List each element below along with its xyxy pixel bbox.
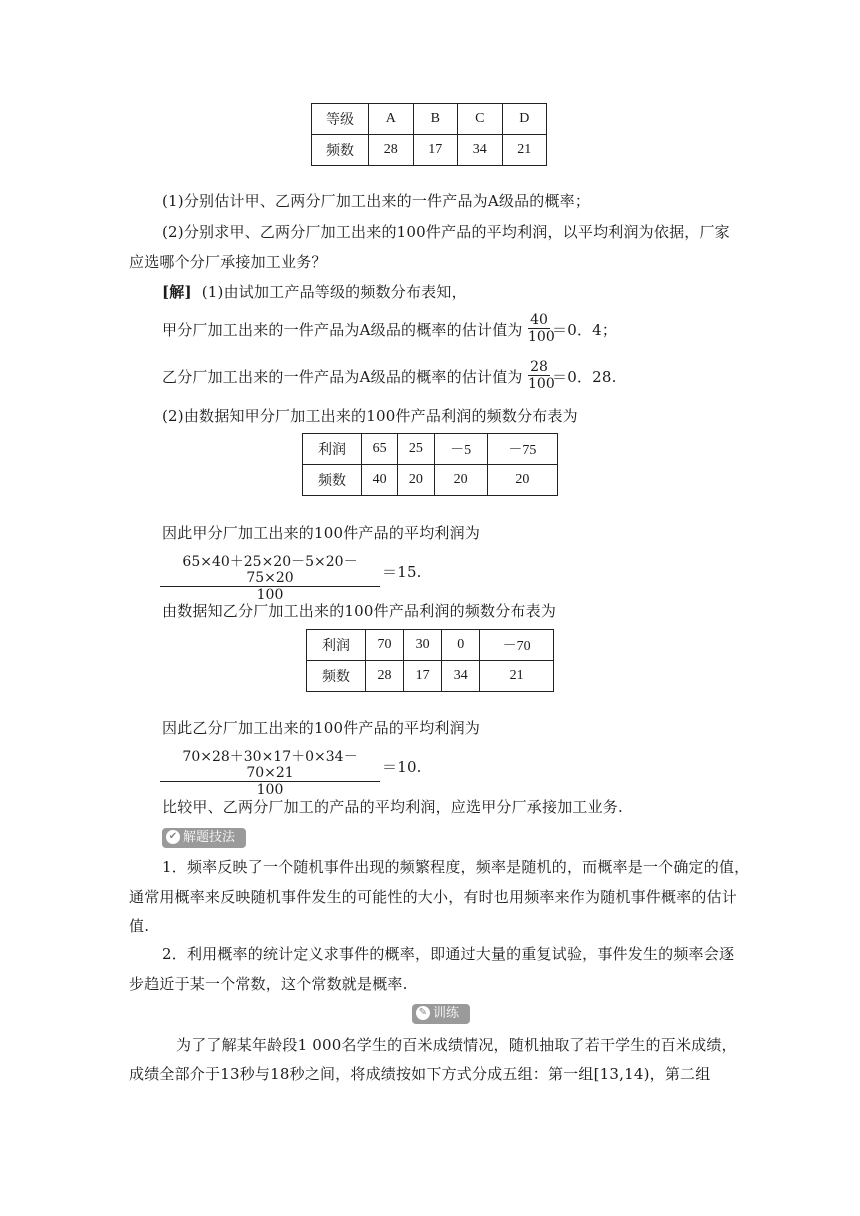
table-cell: 34 (442, 661, 480, 692)
question-2-line-1: (2)分别求甲、乙两分厂加工出来的100件产品的平均利润，以平均利润为依据，厂家 (162, 223, 730, 241)
jia-probability-result: ＝0．4； (552, 321, 618, 339)
tips-badge-label: 解题技法 (183, 830, 236, 845)
table-cell: 频数 (307, 661, 366, 692)
tips-badge (162, 828, 246, 848)
tip-2-line-2: 步趋近于某一个常数，这个常数就是概率. (129, 975, 408, 993)
fraction-numerator: 65×40＋25×20－5×20－75×20 (160, 554, 380, 587)
table-cell: －5 (434, 434, 487, 465)
table-cell: 21 (480, 661, 554, 692)
fraction-denominator: 100 (256, 587, 284, 603)
table-cell: C (458, 104, 503, 135)
table-cell: －70 (480, 630, 554, 661)
yi-probability-text: 乙分厂加工出来的一件产品为A级品的概率的估计值为 (162, 368, 523, 386)
jia-average-fraction (160, 554, 380, 603)
yi-distribution-text: 由数据知乙分厂加工出来的100件产品利润的频数分布表为 (162, 602, 557, 620)
table-cell: 20 (398, 465, 434, 496)
table-cell: 频数 (303, 465, 362, 496)
tip-2-line-1: 2．利用概率的统计定义求事件的概率，即通过大量的重复试验，事件发生的频率会逐 (162, 945, 735, 963)
solution-label: [解] (162, 283, 192, 301)
table-cell: 28 (366, 661, 404, 692)
table-cell: 28 (369, 135, 414, 166)
fraction-denominator: 100 (528, 329, 555, 345)
jia-probability-text: 甲分厂加工出来的一件产品为A级品的概率的估计值为 (162, 321, 523, 339)
conclusion: 比较甲、乙两分厂加工的产品的平均利润，应选甲分厂承接加工业务. (162, 798, 623, 816)
yi-probability-result: ＝0．28. (552, 368, 617, 386)
pencil-icon: ✎ (416, 1006, 430, 1020)
table-cell: 65 (362, 434, 398, 465)
tip-1-line-3: 值. (129, 917, 150, 935)
yi-average-fraction (160, 749, 380, 798)
table-cell: D (502, 104, 547, 135)
table-cell: －75 (487, 434, 557, 465)
training-badge-label: 训练 (433, 1006, 460, 1021)
tip-1-line-1: 1．频率反映了一个随机事件出现的频繁程度，频率是随机的，而概率是一个确定的值， (162, 858, 750, 876)
check-icon: ✔ (166, 830, 180, 844)
table-cell: 17 (413, 135, 458, 166)
table-cell: 21 (502, 135, 547, 166)
training-badge (412, 1004, 470, 1024)
table-cell: 17 (404, 661, 442, 692)
jia-average-text: 因此甲分厂加工出来的100件产品的平均利润为 (162, 524, 481, 542)
jia-average-result: ＝15. (382, 563, 422, 581)
tip-1-line-2: 通常用概率来反映随机事件发生的可能性的大小，有时也用频率来作为随机事件概率的估计 (129, 888, 738, 906)
solution-part-1-text: (1)由试加工产品等级的频数分布表知， (201, 283, 467, 301)
training-line-1: 为了了解某年龄段1 000名学生的百米成绩情况，随机抽取了若干学生的百米成绩， (176, 1036, 737, 1054)
table-cell: 0 (442, 630, 480, 661)
fraction-numerator: 28 (528, 359, 550, 376)
yi-profit-table (306, 629, 554, 692)
table-cell: 25 (398, 434, 434, 465)
table-cell: 利润 (307, 630, 366, 661)
table-cell: 利润 (303, 434, 362, 465)
table-cell: B (413, 104, 458, 135)
table-cell: 34 (458, 135, 503, 166)
table-cell: 30 (404, 630, 442, 661)
fraction-denominator: 100 (528, 376, 555, 392)
question-1: (1)分别估计甲、乙两分厂加工出来的一件产品为A级品的概率； (162, 192, 591, 210)
jia-probability-fraction (528, 312, 555, 345)
fraction-numerator: 40 (528, 312, 550, 329)
table-cell: A (369, 104, 414, 135)
solution-part-1 (162, 282, 467, 302)
table-cell: 40 (362, 465, 398, 496)
fraction-denominator: 100 (256, 782, 284, 798)
table-cell: 20 (434, 465, 487, 496)
fraction-numerator: 70×28＋30×17＋0×34－70×21 (160, 749, 380, 782)
question-2-line-2: 应选哪个分厂承接加工业务？ (129, 253, 327, 271)
jia-profit-table (302, 433, 558, 496)
table-cell: 等级 (312, 104, 369, 135)
yi-probability-fraction (528, 359, 555, 392)
table-cell: 频数 (312, 135, 369, 166)
grade-frequency-table (311, 103, 547, 166)
training-line-2: 成绩全部介于13秒与18秒之间，将成绩按如下方式分成五组：第一组[13,14)，第二组 (129, 1065, 711, 1083)
solution-part-2: (2)由数据知甲分厂加工出来的100件产品利润的频数分布表为 (162, 407, 578, 425)
table-cell: 70 (366, 630, 404, 661)
yi-average-text: 因此乙分厂加工出来的100件产品的平均利润为 (162, 719, 481, 737)
yi-average-result: ＝10. (382, 758, 422, 776)
table-cell: 20 (487, 465, 557, 496)
